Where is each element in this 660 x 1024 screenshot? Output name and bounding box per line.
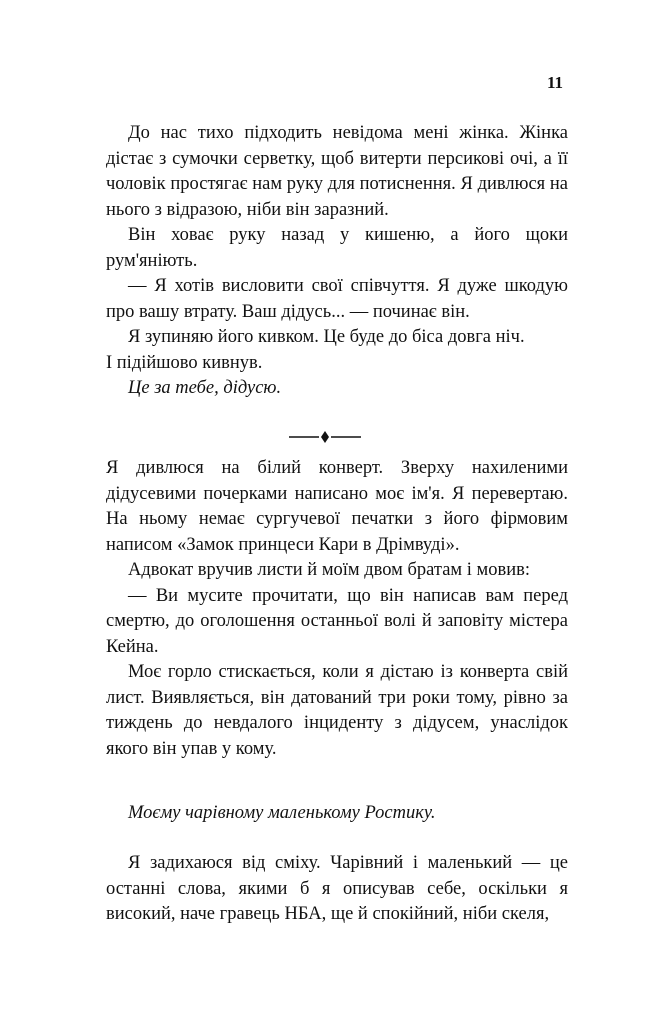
section-2 (106, 456, 568, 762)
ornament-icon (289, 429, 361, 445)
paragraph: — Ви мусите прочитати, що він написав вам перед смертю, до оголошення останньої волі й заповіту містера Кейна. (106, 585, 568, 657)
paragraph: Він ховає руку назад у кишеню, а його щоки рум'яніють. (106, 225, 568, 271)
paragraph: Моє горло стискається, коли я дістаю із конверта свій лист. Виявляється, він датований три роки тому, рівно за тиждень до невдалого інциденту з дідусем, унаслідок якого він упав у кому. (106, 662, 568, 759)
paragraph: Я задихаюся від сміху. Чарівний і маленький — це останні слова, якими б я описував себе, оскільки я високий, наче гравець НБА, ще й спокійний, ніби скеля, (106, 853, 568, 924)
paragraph: — Я хотів висловити свої співчуття. Я дуже шкодую про вашу втрату. Ваш дідусь... — починає він. (106, 276, 568, 322)
page-number: 11 (546, 73, 563, 92)
section-1 (106, 121, 568, 402)
paragraph: Я дивлюся на білий конверт. Зверху нахиленими дідусевими почерками написано моє ім'я. Я перевертаю. На ньому немає сургучевої печатки з його фірмовим написом «Замок принцеси Кари в Дрімвуді». (106, 458, 568, 555)
paragraph: І підійшово кивнув. (106, 352, 263, 373)
letter-dedication: Моєму чарівному маленькому Ростику. (128, 803, 436, 823)
paragraph: Адвокат вручив листи й моїм двом братам і мовив: (128, 560, 530, 580)
paragraph: До нас тихо підходить невідома мені жінка. Жінка дістає з сумочки серветку, щоб витерти персикові очі, а її чоловік простягає нам руку для потиснення. Я дивлюся на нього з відразою, ніби він заразний. (106, 123, 568, 220)
paragraph: Це за тебе, дідусю. (128, 378, 282, 398)
section-3 (106, 851, 568, 928)
section-divider-ornament (289, 429, 361, 445)
paragraph: Я зупиняю його кивком. Це буде до біса довга ніч. (128, 327, 525, 347)
